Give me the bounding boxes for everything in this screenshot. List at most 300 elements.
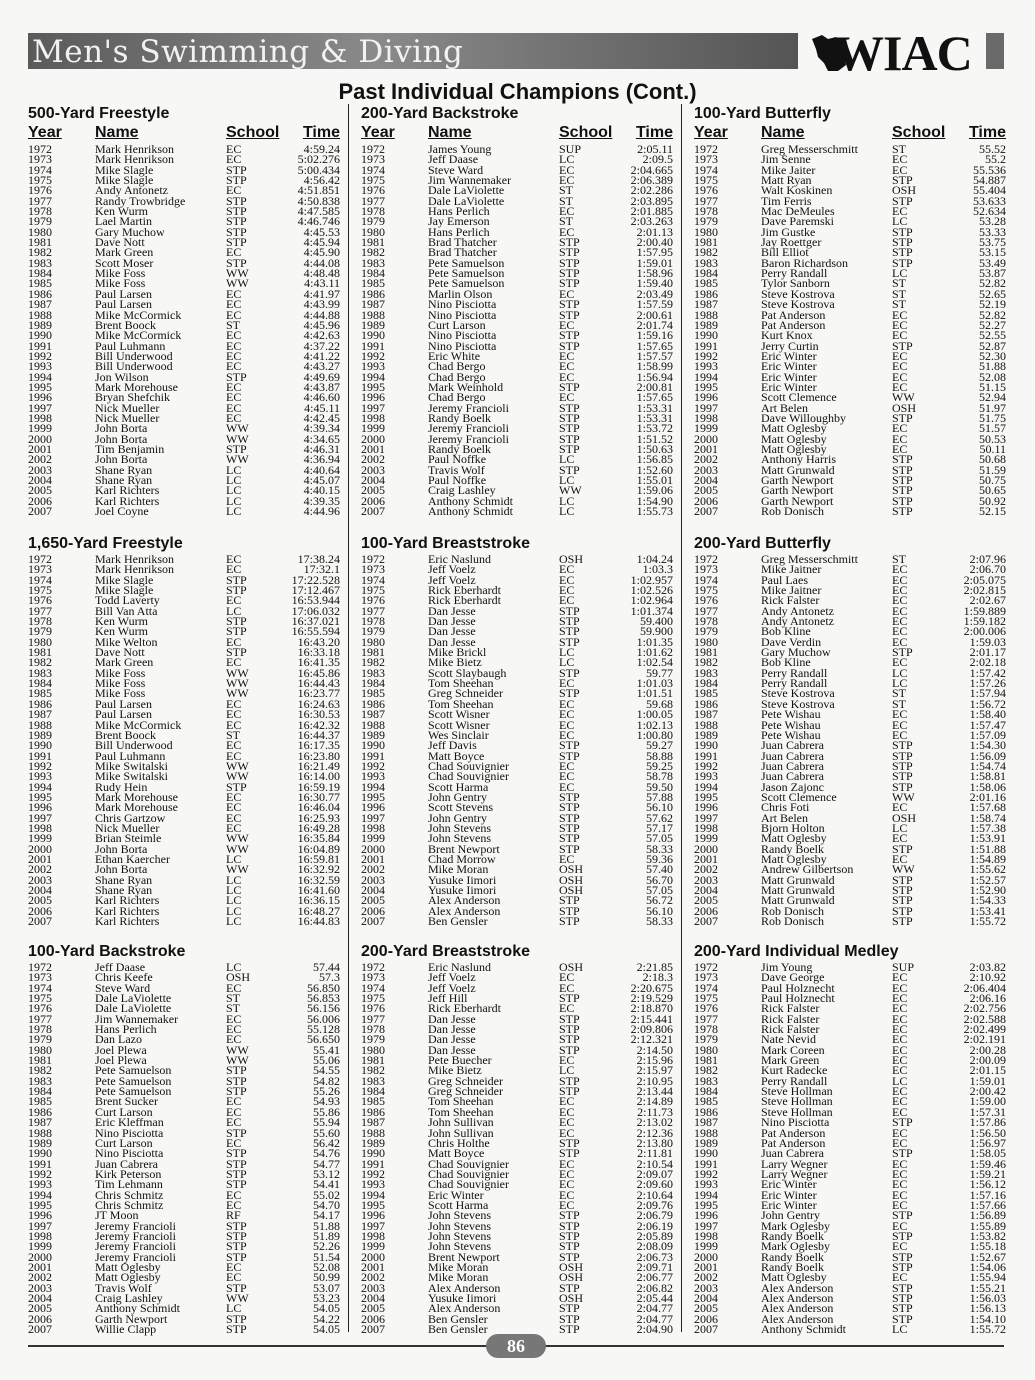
table-row — [694, 1032, 1006, 1047]
wiac-logo — [808, 25, 986, 81]
cell-time: 1:56.85 — [636, 452, 673, 467]
cell-name: Brian Steimle — [95, 831, 162, 846]
cell-name: Eric Naslund — [428, 960, 491, 974]
cell-school: EC — [892, 717, 908, 732]
cell-year: 1972 — [694, 960, 718, 974]
cell-year: 1992 — [694, 348, 718, 363]
table-row — [694, 400, 1006, 415]
cell-school: STP — [559, 1228, 580, 1243]
table-row — [361, 1135, 673, 1150]
cell-time: 2:05.44 — [636, 1291, 673, 1305]
cell-name: Craig Lashley — [428, 483, 496, 498]
cell-year: 1977 — [361, 193, 385, 208]
table-row — [28, 851, 340, 866]
cell-year: 1982 — [28, 1063, 52, 1078]
table-row — [361, 173, 673, 188]
table-row — [361, 224, 673, 239]
cell-time: 55.536 — [973, 162, 1006, 177]
cell-school: EC — [892, 1022, 908, 1037]
cell-school: STP — [892, 235, 913, 250]
cell-name: Scott Clemence — [761, 390, 837, 405]
cell-time: 2:09.76 — [636, 1197, 673, 1212]
table-row — [28, 504, 340, 519]
event-title: 1,650-Yard Freestyle — [28, 535, 183, 552]
cell-year: 1985 — [28, 1094, 52, 1109]
cell-school: EC — [226, 338, 242, 353]
table-row — [28, 1063, 340, 1078]
cell-school: STP — [559, 1073, 580, 1088]
cell-name: Jim Wannemaker — [95, 1011, 179, 1026]
cell-name: Perry Randall — [761, 676, 828, 691]
cell-time: 1:56.12 — [969, 1177, 1006, 1192]
cell-name: Chad Souvignier — [428, 1177, 509, 1192]
table-row — [694, 1177, 1006, 1192]
cell-year: 1974 — [28, 162, 52, 177]
cell-name: JT Moon — [95, 1208, 139, 1223]
table-row — [694, 634, 1006, 649]
cell-year: 1983 — [361, 255, 385, 270]
cell-school: WW — [226, 686, 249, 701]
table-row — [361, 841, 673, 856]
table-row — [28, 1259, 340, 1274]
cell-year: 1990 — [28, 328, 52, 343]
cell-time: 1:02.957 — [630, 572, 673, 587]
table-row — [28, 475, 340, 485]
cell-school: STP — [559, 789, 580, 804]
cell-time: 57.3 — [319, 970, 340, 985]
table-row — [694, 224, 1006, 239]
cell-name: John Borta — [95, 431, 148, 446]
table-row — [361, 1311, 673, 1326]
table-row — [361, 1032, 673, 1047]
table-row — [28, 286, 340, 301]
cell-year: 2005 — [361, 1301, 385, 1316]
cell-name: Tom Sheehan — [428, 676, 494, 691]
cell-year: 1981 — [694, 1053, 718, 1068]
cell-name: Mike Jaiter — [761, 162, 816, 177]
cell-time: 4:49.69 — [303, 369, 340, 384]
table-row — [361, 572, 673, 587]
table-row — [694, 1311, 1006, 1326]
cell-time: 1:56.50 — [969, 1125, 1006, 1140]
cell-name: Paul Noffke — [428, 473, 487, 487]
cell-name: Dale LaViolette — [428, 183, 505, 198]
cell-name: Mike Moran — [428, 1259, 489, 1274]
cell-time: 52.634 — [973, 204, 1006, 219]
cell-school: EC — [892, 317, 908, 332]
cell-year: 2005 — [361, 483, 385, 498]
cell-school: LC — [892, 676, 908, 691]
cell-time: 56.42 — [313, 1135, 340, 1150]
cell-school: STP — [226, 1228, 247, 1243]
cell-year: 1980 — [361, 1042, 385, 1057]
cell-time: 59.400 — [640, 614, 673, 629]
cell-time: 52.19 — [979, 297, 1006, 312]
cell-time: 4:45.07 — [303, 473, 340, 487]
cell-name: Nick Mueller — [95, 400, 160, 415]
cell-time: 1:56.97 — [969, 1135, 1006, 1150]
cell-year: 2001 — [694, 851, 718, 866]
table-row — [694, 1001, 1006, 1016]
cell-school: EC — [892, 1125, 908, 1140]
cell-time: 1:55.72 — [969, 1322, 1006, 1337]
cell-time: 1:02.964 — [630, 593, 673, 608]
cell-time: 1:56.09 — [969, 748, 1006, 763]
cell-school: STP — [559, 1280, 580, 1295]
cell-school: ST — [892, 686, 907, 701]
cell-year: 1993 — [28, 1177, 52, 1192]
column-header-name: Name — [761, 124, 805, 141]
cell-time: 1:58.96 — [636, 266, 673, 281]
cell-year: 1977 — [361, 1011, 385, 1026]
cell-name: Greg Schneider — [428, 1084, 503, 1099]
cell-school: STP — [559, 810, 580, 825]
cell-name: Curt Larson — [95, 1135, 153, 1150]
cell-name: Greg Messerschmitt — [761, 142, 858, 156]
cell-year: 1985 — [361, 1094, 385, 1109]
table-row — [28, 162, 340, 177]
cell-year: 1983 — [694, 255, 718, 270]
table-row — [28, 1197, 340, 1212]
cell-name: Alex Anderson — [428, 903, 501, 918]
cell-name: Jim Wannemaker — [428, 173, 512, 188]
cell-name: Curt Larson — [428, 317, 486, 332]
cell-school: EC — [226, 748, 242, 763]
table-row — [28, 1208, 340, 1223]
cell-time: 1:52.67 — [969, 1249, 1006, 1264]
cell-school: STP — [892, 1228, 913, 1243]
cell-school: EC — [226, 1022, 242, 1037]
cell-year: 1999 — [28, 831, 52, 846]
table-row — [361, 851, 673, 866]
cell-name: Mike Switalski — [95, 769, 169, 784]
cell-year: 1994 — [28, 779, 52, 794]
cell-name: Kurt Radecke — [761, 1063, 828, 1078]
cell-name: Gary Muchow — [761, 645, 831, 660]
cell-year: 1975 — [361, 991, 385, 1006]
cell-time: 1:55.01 — [636, 473, 673, 487]
cell-year: 1975 — [28, 583, 52, 598]
cell-year: 1980 — [361, 634, 385, 649]
table-row — [361, 214, 673, 229]
table-row — [28, 266, 340, 281]
table-row — [361, 1084, 673, 1099]
cell-year: 1988 — [361, 717, 385, 732]
cell-year: 2007 — [28, 504, 52, 519]
cell-time: 4:46.746 — [297, 214, 340, 229]
cell-year: 1988 — [28, 717, 52, 732]
cell-school: EC — [892, 1218, 908, 1233]
cell-name: Bill Underwood — [95, 738, 173, 753]
cell-year: 1986 — [28, 286, 52, 301]
cell-school: EC — [226, 410, 242, 425]
cell-time: 53.15 — [979, 245, 1006, 260]
cell-name: Eric Winter — [761, 359, 817, 374]
cell-year: 1987 — [28, 707, 52, 722]
cell-time: 54.82 — [313, 1073, 340, 1088]
cell-time: 4:39.35 — [303, 493, 340, 508]
table-row — [694, 727, 1006, 742]
cell-time: 54.41 — [313, 1177, 340, 1192]
table-row — [28, 1053, 340, 1068]
cell-name: Dave Nott — [95, 645, 145, 660]
cell-school: EC — [892, 162, 908, 177]
cell-year: 1995 — [28, 789, 52, 804]
cell-school: EC — [892, 614, 908, 629]
cell-school: WW — [226, 1053, 249, 1068]
cell-name: Yusuke Iimori — [428, 883, 497, 897]
cell-time: 1:57.86 — [969, 1115, 1006, 1130]
table-row — [361, 276, 673, 291]
cell-school: LC — [226, 872, 242, 887]
cell-name: Mac DeMeules — [761, 204, 835, 219]
table-row — [361, 624, 673, 639]
cell-year: 1984 — [28, 266, 52, 281]
table-row — [361, 789, 673, 804]
cell-year: 1972 — [694, 552, 718, 566]
cell-school: STP — [559, 1301, 580, 1316]
cell-time: 53.75 — [979, 235, 1006, 250]
cell-year: 1977 — [28, 1011, 52, 1026]
table-row — [28, 914, 340, 929]
cell-school: OSH — [559, 1291, 584, 1305]
cell-school: STP — [892, 914, 913, 929]
cell-school: EC — [559, 1177, 575, 1192]
table-row — [694, 493, 1006, 508]
cell-time: 2:14.89 — [636, 1094, 673, 1109]
cell-name: Tim Ferris — [761, 193, 812, 208]
cell-name: Eric Winter — [761, 1177, 817, 1192]
cell-time: 4:42.63 — [303, 328, 340, 343]
cell-time: 59.25 — [646, 758, 673, 773]
table-row — [694, 1073, 1006, 1088]
table-row — [361, 885, 673, 895]
cell-school: ST — [226, 317, 241, 332]
cell-year: 1984 — [361, 1084, 385, 1099]
cell-year: 2003 — [361, 872, 385, 887]
cell-time: 1:54.30 — [969, 738, 1006, 753]
cell-school: STP — [559, 338, 580, 353]
cell-school: LC — [226, 504, 242, 519]
cell-name: Mike Jaitner — [761, 562, 822, 577]
cell-school: STP — [559, 400, 580, 415]
cell-time: 53.07 — [313, 1280, 340, 1295]
cell-time: 2:14.50 — [636, 1042, 673, 1057]
cell-time: 2:18.3 — [642, 970, 673, 985]
cell-school: EC — [559, 727, 575, 742]
table-row — [28, 1280, 340, 1295]
table-row — [28, 214, 340, 229]
cell-school: STP — [892, 738, 913, 753]
cell-school: STP — [559, 841, 580, 856]
cell-name: Karl Richters — [95, 914, 160, 929]
cell-name: Mark Henrikson — [95, 562, 174, 577]
cell-year: 1975 — [28, 991, 52, 1006]
cell-name: Dan Jesse — [428, 1032, 476, 1047]
cell-name: Jay Roettger — [761, 235, 822, 250]
table-row — [28, 707, 340, 722]
cell-time: 51.88 — [979, 359, 1006, 374]
cell-year: 2000 — [694, 431, 718, 446]
cell-name: Pat Anderson — [761, 1125, 826, 1140]
cell-school: LC — [892, 214, 908, 229]
cell-name: Shane Ryan — [95, 883, 153, 897]
cell-year: 1994 — [28, 1187, 52, 1202]
table-row — [694, 1094, 1006, 1109]
cell-time: 1:55.73 — [636, 504, 673, 519]
cell-time: 53.633 — [973, 193, 1006, 208]
cell-school: EC — [559, 1187, 575, 1202]
table-row — [28, 144, 340, 154]
cell-time: 2:10.64 — [636, 1187, 673, 1202]
cell-time: 4:46.60 — [303, 390, 340, 405]
cell-school: EC — [892, 831, 908, 846]
table-row — [361, 962, 673, 972]
cell-time: 1:55.18 — [969, 1239, 1006, 1254]
cell-year: 1995 — [694, 379, 718, 394]
cell-time: 16:37.021 — [291, 614, 340, 629]
cell-name: Matt Grunwald — [761, 872, 835, 887]
table-row — [28, 1218, 340, 1233]
cell-name: Jim Young — [761, 960, 813, 974]
table-row — [28, 1104, 340, 1119]
cell-time: 2:04.77 — [636, 1301, 673, 1316]
cell-name: Gary Muchow — [95, 224, 165, 239]
cell-year: 1990 — [694, 328, 718, 343]
table-row — [361, 410, 673, 425]
cell-school: STP — [892, 883, 913, 897]
cell-time: 2:06.77 — [636, 1270, 673, 1285]
cell-school: WW — [226, 1291, 249, 1305]
cell-school: STP — [559, 1011, 580, 1026]
cell-year: 1984 — [694, 1084, 718, 1099]
cell-year: 2003 — [361, 1280, 385, 1295]
cell-year: 1988 — [361, 1125, 385, 1140]
cell-school: LC — [559, 504, 575, 519]
cell-year: 1983 — [361, 665, 385, 680]
cell-year: 1999 — [361, 831, 385, 846]
table-row — [694, 614, 1006, 629]
cell-name: Juan Cabrera — [95, 1156, 158, 1171]
cell-year: 1985 — [694, 686, 718, 701]
cell-time: 1:58.05 — [969, 1146, 1006, 1161]
cell-school: EC — [892, 1032, 908, 1047]
cell-time: 2:15.97 — [636, 1063, 673, 1078]
cell-name: Scott Wisner — [428, 707, 490, 722]
cell-time: 55.2 — [985, 152, 1006, 167]
table-row — [361, 441, 673, 456]
table-row — [694, 266, 1006, 281]
cell-school: EC — [892, 421, 908, 436]
cell-year: 1980 — [28, 634, 52, 649]
cell-school: STP — [559, 266, 580, 281]
cell-school: ST — [892, 286, 907, 301]
cell-time: 59.77 — [646, 665, 673, 680]
cell-school: EC — [559, 1115, 575, 1130]
cell-school: STP — [559, 665, 580, 680]
cell-school: WW — [892, 390, 915, 405]
cell-time: 1:58.06 — [969, 779, 1006, 794]
table-row — [694, 235, 1006, 250]
table-row — [28, 1022, 340, 1037]
cell-school: EC — [559, 970, 575, 985]
table-row — [694, 1239, 1006, 1254]
cell-time: 4:45.96 — [303, 317, 340, 332]
cell-time: 1:02.54 — [636, 655, 673, 670]
table-row — [361, 779, 673, 794]
cell-time: 2:00.81 — [636, 379, 673, 394]
table-row — [361, 748, 673, 763]
cell-school: LC — [226, 914, 242, 929]
cell-school: WW — [226, 1042, 249, 1057]
cell-name: Mike Slagle — [95, 162, 154, 177]
cell-name: Hans Perlich — [428, 224, 490, 239]
table-row — [694, 1293, 1006, 1303]
cell-year: 1996 — [361, 390, 385, 405]
cell-name: Tom Sheehan — [428, 1104, 494, 1119]
cell-time: 1:56.94 — [636, 369, 673, 384]
cell-year: 1978 — [28, 204, 52, 219]
cell-time: 1:55.94 — [969, 1270, 1006, 1285]
cell-name: John Stevens — [428, 1218, 491, 1233]
cell-name: Juan Cabrera — [761, 758, 824, 773]
table-row — [28, 1042, 340, 1057]
table-row — [361, 144, 673, 154]
table-row — [28, 441, 340, 456]
cell-name: Rudy Hein — [95, 779, 148, 794]
cell-name: Paul Noffke — [428, 452, 487, 467]
cell-time: 1:57.59 — [636, 297, 673, 312]
table-row — [28, 1270, 340, 1285]
cell-time: 4:37.22 — [303, 338, 340, 353]
cell-school: STP — [559, 379, 580, 394]
cell-time: 4:50.838 — [297, 193, 340, 208]
cell-time: 1:57.65 — [636, 390, 673, 405]
table-row — [694, 779, 1006, 794]
table-row — [28, 1249, 340, 1264]
cell-year: 1990 — [694, 1146, 718, 1161]
cell-time: 2:01.885 — [630, 204, 673, 219]
table-row — [28, 727, 340, 742]
cell-name: Pete Samuelson — [428, 266, 505, 281]
cell-year: 1989 — [28, 1135, 52, 1150]
table-row — [28, 800, 340, 815]
cell-name: John Gentry — [428, 810, 487, 825]
table-row — [28, 991, 340, 1006]
cell-name: Pete Samuelson — [428, 255, 505, 270]
cell-year: 1982 — [694, 655, 718, 670]
table-row — [28, 1239, 340, 1254]
cell-name: Jeff Voelz — [428, 980, 476, 995]
cell-year: 2005 — [28, 1301, 52, 1316]
cell-time: 55.404 — [973, 183, 1006, 198]
cell-year: 2001 — [28, 441, 52, 456]
table-row — [28, 1322, 340, 1337]
cell-name: Karl Richters — [95, 483, 160, 498]
cell-time: 52.94 — [979, 390, 1006, 405]
cell-name: Matt Oglesby — [761, 441, 827, 456]
cell-name: Paul Larsen — [95, 297, 152, 312]
cell-time: 2:13.80 — [636, 1135, 673, 1150]
cell-year: 1974 — [361, 162, 385, 177]
cell-school: EC — [892, 634, 908, 649]
cell-school: WW — [226, 769, 249, 784]
table-row — [694, 903, 1006, 918]
cell-school: WW — [226, 266, 249, 281]
cell-name: Steve Kostrova — [761, 686, 835, 701]
cell-year: 1988 — [28, 1125, 52, 1140]
cell-year: 1975 — [361, 583, 385, 598]
